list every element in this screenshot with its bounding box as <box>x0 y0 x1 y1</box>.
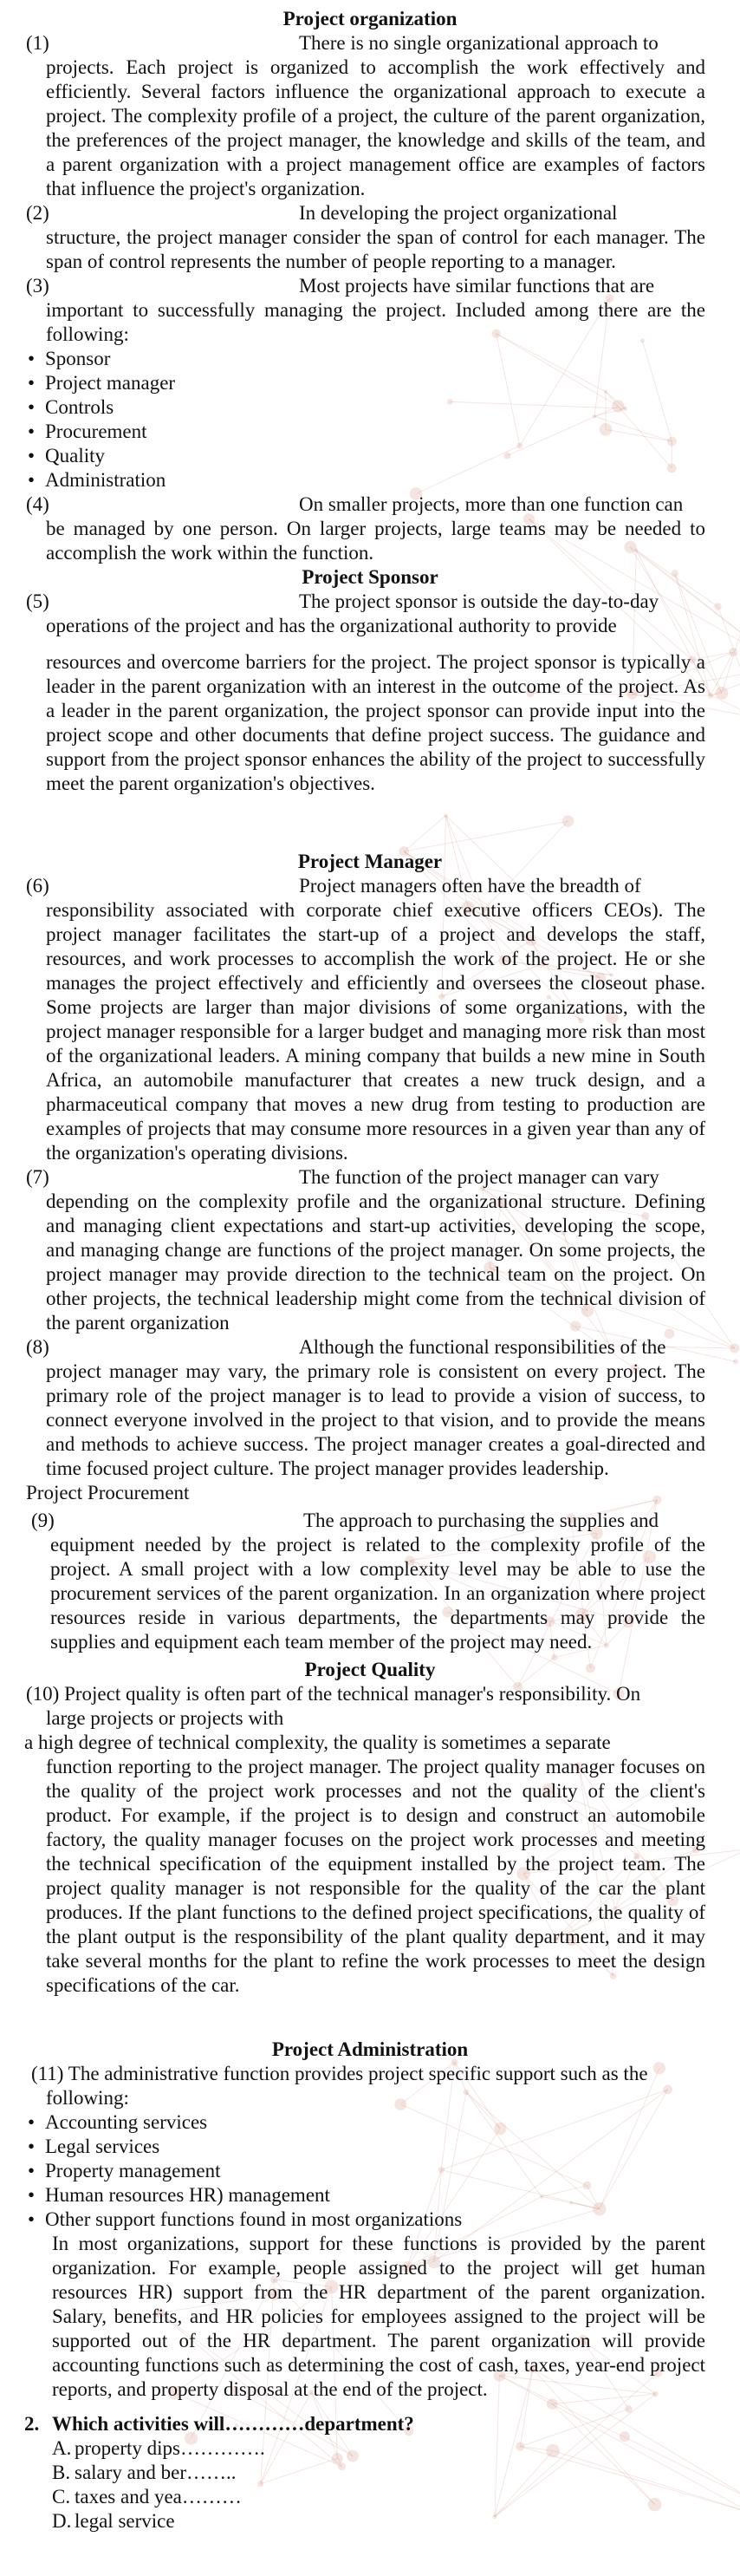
option-text: legal service <box>75 2510 175 2532</box>
paragraph-body: important to successfully managing the project. Included among there are the following: <box>46 299 705 345</box>
paragraph-number: (2) <box>26 202 49 224</box>
paragraph-body: structure, the project manager consider the span of control for each manager. The span of control represents the number of people reporting to a manager. <box>46 226 705 272</box>
paragraph-body: depending on the complexity profile and the organizational structure. Defining and managing client expectations and start-up activities, developing the scope, and managing change are functions of the project manager. On some projects, the project manager may provide direction to the technical team on the project. On other projects, the technical leadership might come from the technical division of the parent organization <box>46 1190 705 1334</box>
paragraph-first-line: (11) The administrative function provides project specific support such as the <box>31 2063 648 2084</box>
heading-project-procurement: Project Procurement <box>26 1482 190 1503</box>
option-text: property dips…………. <box>75 2437 265 2459</box>
paragraph-second-line: following: <box>46 2087 129 2109</box>
paragraph-body: responsibility associated with corporate chief executive officers CEOs). The project manager facilitates the start-up of a project and develops the staff, resources, and work processes to accomplish the work of the project. He or she manages the project effectively and efficiently and oversees the closeout phase. Some projects are larger than major divisions of some organizations, with the project manager responsible for a larger budget and managing more risk than most of the organizational leaders. A mining company that builds a new mine in South Africa, an automobile manufacturer that creates a new truck design, and a pharmaceutical company that moves a new drug from testing to production are examples of projects that may consume more resources in a given year than any of the organization's operating divisions. <box>46 899 705 1164</box>
paragraph-lead: The project sponsor is outside the day-to-day <box>299 590 659 612</box>
answer-option[interactable] <box>0 2485 740 2509</box>
paragraph-10 <box>0 1682 740 1998</box>
paragraph-lead: The function of the project manager can vary <box>299 1166 659 1188</box>
list-item: • Administration <box>0 468 740 492</box>
paragraph-first-line: (10) Project quality is often part of the technical manager's responsibility. On <box>26 1683 641 1705</box>
paragraph-number: (3) <box>26 275 49 297</box>
paragraph-number: (6) <box>26 875 49 897</box>
option-letter: A. <box>52 2437 72 2459</box>
option-letter: B. <box>52 2462 71 2483</box>
paragraph-second-line: large projects or projects with <box>46 1707 284 1729</box>
paragraph-body-continued: resources and overcome barriers for the project. The project sponsor is typically a leader in the parent organization with an interest in the outcome of the project. As a leader in the parent organization, the project sponsor can provide input into the project scope and other documents that define project success. The guidance and support from the project sponsor enhances the ability of the project to successfully meet the parent organization's objectives. <box>46 651 705 794</box>
paragraph-body: function reporting to the project manager. The project quality manager focuses on the quality of the project work processes and not the quality of the client's product. For example, if the project is to design and construct an automobile factory, the quality manager focuses on the project work processes and meeting the technical specification of the equipment installed by the project team. The project quality manager is not responsible for the quality of the car the plant produces. If the plant functions to the defined project specifications, the quality of the plant output is the responsibility of the plant quality department, and it may take several months for the plant to refine the work processes to meet the design specifications of the car. <box>46 1756 705 1996</box>
paragraph-lead: There is no single organizational approach to <box>299 32 659 54</box>
paragraph-number: (1) <box>26 32 49 54</box>
heading-project-sponsor: Project Sponsor <box>302 566 438 588</box>
paragraph-third-line: a high degree of technical complexity, the quality is sometimes a separate <box>24 1731 611 1753</box>
paragraph-7 <box>0 1165 740 1335</box>
list-item: • Procurement <box>0 420 740 444</box>
list-item: • Sponsor <box>0 347 740 371</box>
list-item: • Quality <box>0 444 740 468</box>
answer-options <box>0 2436 740 2534</box>
paragraph-body: project manager may vary, the primary role is consistent on every project. The primary role of the project manager is to lead to provide a vision of success, to connect everyone involved in the project to that vision, and to provide the means and methods to achieve success. The project manager creates a goal-directed and time focused project culture. The project manager provides leadership. <box>46 1360 705 1479</box>
paragraph-8 <box>0 1335 740 1481</box>
paragraph-4 <box>0 492 740 565</box>
option-letter: D. <box>52 2510 72 2532</box>
paragraph-5 <box>0 590 740 796</box>
option-text: salary and ber…….. <box>75 2462 237 2483</box>
paragraph-body: In most organizations, support for these functions is provided by the parent organization. For example, people assigned to the project will get human resources HR) support from the HR department of the parent organization. Salary, benefits, and HR policies for employees assigned to the project will be supported out of the HR department. The parent organization will provide accounting functions such as determining the cost of cash, taxes, year-end project reports, and property disposal at the end of the project. <box>52 2233 705 2400</box>
paragraph-lead: The approach to purchasing the supplies and <box>303 1510 659 1531</box>
paragraph-number: (5) <box>26 590 49 612</box>
paragraph-2 <box>0 201 740 274</box>
paragraph-lead: In developing the project organizational <box>299 202 618 224</box>
admin-services-list <box>0 2110 740 2232</box>
paragraph-11-continued <box>0 2232 740 2402</box>
heading-project-administration: Project Administration <box>271 2038 469 2060</box>
list-item: • Project manager <box>0 371 740 395</box>
list-item: • Property management <box>0 2159 740 2183</box>
paragraph-lead: Although the functional responsibilities of the <box>299 1336 666 1358</box>
answer-option[interactable] <box>0 2461 740 2485</box>
paragraph-body: equipment needed by the project is related to the complexity profile of the project. A small project with a low complexity level may be able to use the procurement services of the parent organization. In an organization where project resources reside in various departments, the departments may provide the supplies and equipment each team member of the project may need. <box>50 1534 705 1653</box>
paragraph-6 <box>0 874 740 1165</box>
option-text: taxes and yea……… <box>75 2486 242 2508</box>
question-2 <box>0 2412 740 2436</box>
option-letter: C. <box>52 2486 71 2508</box>
question-number: 2. <box>24 2413 40 2435</box>
functions-list <box>0 347 740 492</box>
paragraph-9 <box>0 1509 740 1654</box>
paragraph-3 <box>0 274 740 347</box>
list-item: • Human resources HR) management <box>0 2183 740 2208</box>
paragraph-lead: On smaller projects, more than one function can <box>299 493 684 515</box>
paragraph-number: (7) <box>26 1166 49 1188</box>
heading-project-quality: Project Quality <box>304 1659 436 1680</box>
list-item: • Accounting services <box>0 2110 740 2135</box>
paragraph-number: (4) <box>26 493 49 515</box>
list-item: • Legal services <box>0 2135 740 2159</box>
paragraph-body: operations of the project and has the organizational authority to provide <box>46 615 617 636</box>
list-item: • Controls <box>0 395 740 420</box>
paragraph-1 <box>0 31 740 201</box>
answer-option[interactable] <box>0 2509 740 2534</box>
paragraph-lead: Most projects have similar functions that are <box>299 275 655 297</box>
paragraph-11 <box>0 2062 740 2110</box>
answer-option[interactable] <box>0 2436 740 2461</box>
heading-project-manager: Project Manager <box>297 851 443 872</box>
paragraph-body: projects. Each project is organized to accomplish the work effectively and efficiently. Several factors influence the organizational approach to execute a project. The complexity profile of a project, the culture of the parent organization, the preferences of the project manager, the knowledge and skills of the team, and a parent organization with a project management office are examples of factors that influence the project's organization. <box>46 56 705 199</box>
paragraph-number: (8) <box>26 1336 49 1358</box>
heading-project-organization: Project organization <box>282 8 458 29</box>
paragraph-number: (9) <box>31 1510 55 1531</box>
list-item: • Other support functions found in most organizations <box>0 2208 740 2232</box>
paragraph-body: be managed by one person. On larger projects, large teams may be needed to accomplish the work within the function. <box>46 518 705 564</box>
question-text: Which activities will…………department? <box>52 2413 414 2435</box>
paragraph-lead: Project managers often have the breadth of <box>299 875 641 897</box>
